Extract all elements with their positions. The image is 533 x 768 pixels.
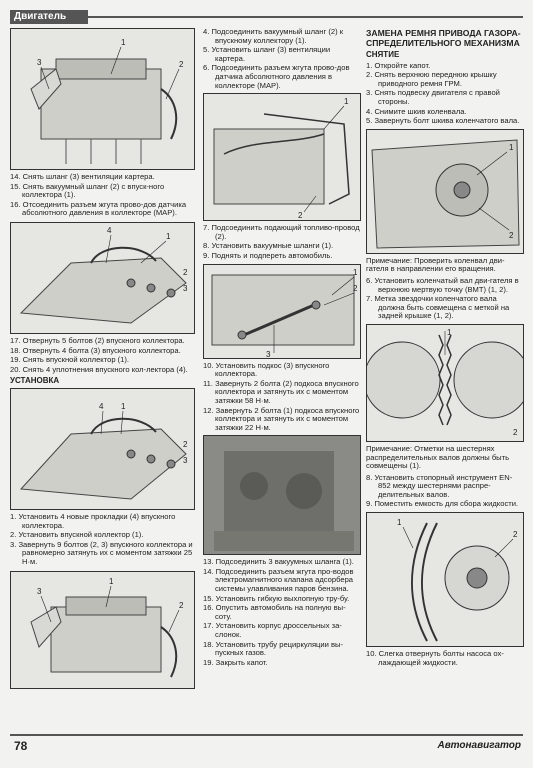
section-title: ЗАМЕНА РЕМНЯ ПРИВОДА ГАЗОРА-СПРЕДЕЛИТЕЛЬНОГО МЕХАНИЗМА [366, 28, 521, 48]
step-item: 13. Подсоединить 3 вакуумных шланга (1). [203, 557, 354, 567]
manifold-figure-2 [10, 222, 195, 334]
callout-label: 1 [447, 327, 452, 337]
callout-label: 1 [353, 267, 358, 277]
step-item: 11. Завернуть 2 болта (2) подкоса впускного коллектора и затянуть их с моментом затяжки 58 Н·м. [203, 378, 359, 405]
callout-label: 3 [183, 455, 188, 465]
step-list [203, 362, 361, 433]
step-item: 17. Отвернуть 5 болтов (2) впускного коллектора. [10, 335, 185, 345]
column-3 [366, 28, 524, 668]
step-list [203, 558, 361, 667]
step-item: 6. Подсоединить разъем жгута прово-дов датчика абсолютного давления в коллекторе (MAP). [203, 63, 350, 90]
callout-label: 2 [183, 267, 188, 277]
step-item: 2. Установить впускной коллектор (1). [10, 530, 144, 540]
step-item: 7. Подсоединить подающий топливо-провод (2). [203, 223, 360, 241]
step-list [10, 513, 195, 567]
step-item: 2. Снять верхнюю переднюю крышку приводного ремня ГРМ. [366, 70, 497, 88]
callout-label: 3 [266, 349, 271, 359]
step-item: 5. Установить шланг (3) вентиляции картера. [203, 45, 331, 63]
step-item: 18. Отвернуть 4 болта (3) впускного коллектора. [10, 345, 181, 355]
step-item: 15. Снять вакуумный шланг (2) с впуск-ного коллектора (1). [10, 181, 165, 200]
callout-label: 1 [109, 576, 114, 586]
callout-label: 3 [37, 58, 42, 67]
callout-label: 2 [353, 283, 358, 293]
callout-label: 4 [99, 401, 104, 411]
step-item: 3. Снять подвеску двигателя с правой стороны. [366, 88, 500, 106]
step-list [366, 277, 524, 321]
manifold-figure-1 [10, 28, 195, 170]
step-item: 7. Метка звездочки коленчатого вала должна быть совмещена с меткой на задней крышке (1, 2). [366, 294, 510, 321]
step-item: 9. Поднять и подпереть автомобиль. [203, 250, 333, 260]
step-item: 15. Установить гибкую выхлопную тру-бу. [203, 593, 350, 603]
step-item: 17. Установить корпус дроссельных за-слонок. [203, 621, 342, 640]
manifold-figure-3 [10, 388, 195, 510]
fuel-line-illustration [204, 94, 361, 221]
step-list [10, 173, 195, 218]
step-item: 9. Поместить емкость для сбора жидкости. [366, 499, 519, 509]
callout-label: 1 [344, 97, 349, 107]
callout-label: 1 [397, 518, 402, 528]
step-item: 14. Снять шланг (3) вентиляции картера. [10, 172, 155, 181]
footer-rule [10, 734, 523, 736]
header-rule [88, 16, 523, 18]
page-footer [10, 734, 523, 754]
note-text: Примечание: Отметки на шестернях распределительных валов должны быть совмещены (1). [366, 443, 510, 471]
step-item: 10. Установить подкос (3) впускного коллектора. [203, 360, 330, 379]
section-tab: Двигатель [10, 10, 88, 24]
callout-label: 1 [509, 142, 514, 152]
step-item: 1. Откройте капот. [366, 60, 431, 70]
step-item: 10. Слегка отвернуть болты насоса ох-лаждающей жидкости. [366, 649, 504, 667]
camshaft-illustration [367, 325, 524, 442]
callout-label: 3 [183, 283, 188, 293]
step-item: 16. Опустить автомобиль на полную вы-соту. [203, 603, 346, 621]
step-item: 4. Снимите шкив коленвала. [366, 106, 467, 116]
callout-label: 1 [121, 38, 126, 47]
callout-label: 2 [298, 211, 303, 221]
camshaft-figure [366, 324, 524, 442]
page-number: 78 [14, 739, 28, 753]
step-item: 14. Подсоединить разъем жгута про-водов электромагнитного клапана адсорбера системы улавливания паров бензина. [203, 566, 354, 594]
callout-label: 2 [513, 530, 518, 540]
manifold-illustration-4 [11, 572, 195, 689]
callout-label: 1 [166, 231, 171, 241]
callout-label: 1 [121, 401, 126, 411]
step-list [10, 337, 195, 374]
step-item: 8. Установить вакуумные шланги (1). [203, 241, 334, 251]
manifold-illustration-3 [11, 389, 195, 510]
crankshaft-illustration [367, 130, 524, 254]
crankshaft-figure [366, 129, 524, 254]
step-item: 12. Завернуть 2 болта (1) подкоса впускного коллектора и затянуть их с моментом затяжки 22 Н·м. [203, 405, 360, 432]
step-item: 20. Снять 4 уплотнения впускного кол-лектора (4). [10, 364, 188, 374]
step-item: 16. Отсоединить разъем жгута прово-дов датчика абсолютного давления в коллекторе (MAP). [10, 199, 187, 218]
page-header [10, 4, 523, 26]
callout-label: 2 [179, 600, 184, 610]
step-item: 5. Завернуть болт шкива коленчатого вала. [366, 116, 520, 126]
removal-heading: СНЯТИЕ [366, 50, 400, 59]
callout-label: 3 [37, 586, 42, 596]
step-item: 8. Установить стопорный инструмент EN-852 между шестернями распре-делительных валов. [366, 472, 513, 499]
step-item: 6. Установить коленчатый вал дви-гателя в верхнюю мертвую точку (ВМТ) (1, 2). [366, 275, 519, 294]
step-list [203, 28, 361, 90]
brand-label: Автонавигатор [437, 740, 521, 751]
step-list [366, 62, 524, 126]
step-item: 19. Снять впускной коллектор (1). [10, 355, 130, 365]
manifold-figure-4 [10, 571, 195, 689]
step-item: 3. Завернуть 9 болтов (2, 3) впускного коллектора и равномерно затянуть их с моментом затяжки 25 Н·м. [10, 539, 193, 566]
step-list [203, 224, 361, 260]
column-2 [203, 28, 361, 668]
manifold-illustration-1 [11, 29, 195, 170]
callout-label: 2 [509, 230, 514, 240]
callout-label: 2 [179, 60, 184, 69]
step-item: 18. Установить трубу рециркуляции вы-пускных газов. [203, 639, 344, 658]
step-item: 1. Установить 4 новые прокладки (4) впускного коллектора. [10, 511, 176, 530]
callout-label: 2 [513, 427, 518, 437]
install-heading: УСТАНОВКА [10, 376, 60, 386]
brace-figure [203, 264, 361, 359]
column-1 [10, 28, 195, 689]
fuel-line-figure [203, 93, 361, 221]
brace-illustration [204, 265, 361, 359]
callout-label: 2 [183, 439, 188, 449]
step-item: 4. Подсоединить вакуумный шланг (2) к впускному коллектору (1). [203, 27, 344, 45]
step-list [366, 650, 524, 667]
note-text: Примечание: Проверить коленвал дви-гателя в направлении его вращения. [366, 255, 505, 274]
coolant-pump-illustration [367, 513, 524, 647]
step-list [366, 474, 524, 509]
callout-label: 4 [107, 225, 112, 235]
coolant-pump-figure [366, 512, 524, 647]
step-item: 19. Закрыть капот. [203, 657, 268, 667]
engine-photo [203, 435, 361, 555]
engine-photo-image [204, 436, 361, 555]
manifold-illustration-2 [11, 223, 195, 334]
